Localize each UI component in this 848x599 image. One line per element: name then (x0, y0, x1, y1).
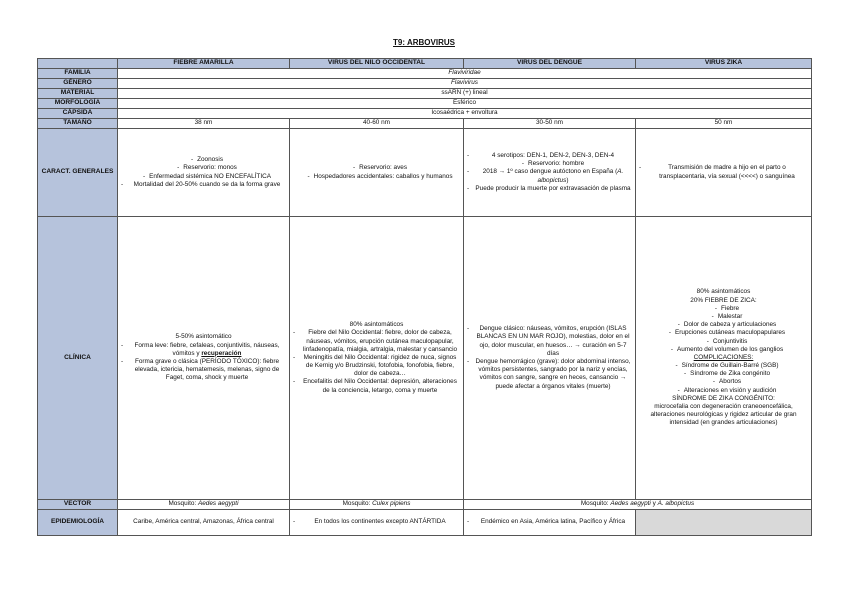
list-item: - Dengue clásico: náuseas, vómitos, erupción (ISLAS BLANCAS EN UN MAR ROJO), molestias, dolor en el ojo, dolor muscular, en huesos… → curación en 5-7 días (467, 325, 632, 358)
rowhead-vector: VECTOR (38, 500, 118, 510)
list-item: - Reservorio: hombre (467, 160, 632, 168)
cell-caract-fa (118, 129, 290, 217)
list-item: - Forma grave o clásica (PERÍODO TÓXICO): fiebre elevada, ictericia, hematemesis, melenas, signo de Faget, coma, shock y muerte (121, 358, 286, 383)
list-item: - Abortos (639, 378, 808, 386)
list-item: - Síndrome de Guillain-Barré (SGB) (639, 362, 808, 370)
list-item: - Reservorio: aves (293, 164, 460, 172)
rowhead-material: MATERIAL (38, 89, 118, 99)
cell-clinica-nilo (290, 217, 464, 500)
zika-asintomaticos: 80% asintomáticos (696, 288, 751, 296)
cell-caract-zika (636, 129, 812, 217)
vector-prefix: Mosquito: (580, 500, 609, 508)
vector-fa-species: Aedes aegypti (197, 500, 239, 508)
list-item: - Síndrome de Zika congénito (639, 370, 808, 378)
list-item: - Reservorio: monos (121, 164, 286, 172)
cell-vector-dengue-zika (464, 500, 812, 510)
header-row (38, 59, 812, 69)
cell-clinica-fa (118, 217, 290, 500)
list-item: - Zoonosis (121, 156, 286, 164)
rowhead-epidemiologia: EPIDEMIOLOGÍA (38, 510, 118, 536)
list-item: - Fiebre del Nilo Occidental: fiebre, dolor de cabeza, náuseas, vómitos, erupción cutánea maculopapular, linfadenopatía, mialgia, artralgia, malestar y cansancio (293, 329, 460, 354)
header-zika: VIRUS ZIKA (636, 59, 812, 69)
list-item: - Dengue hemorrágico (grave): dolor abdominal intenso, vómitos persistentes, sangrado por la nariz y encías, vómitos con sangre, sangre en heces, cansancio → puede afectar a órganos vitales (muerte) (467, 358, 632, 391)
cell-vector-fa (118, 500, 290, 510)
rowhead-genero: GÉNERO (38, 79, 118, 89)
dengue-espana-close: ) (566, 176, 569, 184)
list-item: - Encefalitis del Nilo Occidental: depresión, alteraciones de la conciencia, letargo, coma y muerte (293, 378, 460, 394)
fa-asintomatico: 5-50% asintomático (175, 333, 232, 341)
list-item: - Transmisión de madre a hijo en el parto o transplacentaria, vía sexual (<<<<) o sanguínea (639, 164, 808, 180)
list-item (121, 342, 286, 358)
list-item: - 4 serotipos: DEN-1, DEN-2, DEN-3, DEN-4 (467, 152, 632, 160)
header-empty (38, 59, 118, 69)
row-familia (38, 69, 812, 79)
list-item: - En todos los continentes excepto ANTÁRTIDA (293, 518, 460, 526)
zika-congenito-title: SÍNDROME DE ZIKA CONGÉNITO: (672, 394, 775, 402)
header-fiebre-amarilla: FIEBRE AMARILLA (118, 59, 290, 69)
rowhead-caract: CARACT. GENERALES (38, 129, 118, 217)
row-genero (38, 79, 812, 89)
cell-clinica-zika (636, 217, 812, 500)
list-item: - Dolor de cabeza y articulaciones (639, 321, 808, 329)
row-clinica (38, 217, 812, 500)
page-title: T9: ARBOVIRUS (393, 38, 455, 47)
fa-forma-leve: Forma leve: fiebre, cefaleas, conjuntivitis, náuseas, vómitos y (134, 341, 280, 357)
rowhead-morfologia: MORFOLOGÍA (38, 99, 118, 109)
list-item: - Fiebre (639, 305, 808, 313)
cell-material: ssARN (+) lineal (118, 89, 812, 99)
row-morfologia (38, 99, 812, 109)
cell-epi-dengue (464, 510, 636, 536)
list-item: - Enfermedad sistémica NO ENCEFALÍTICA (121, 173, 286, 181)
dengue-espana-text: 2018 → 1º caso dengue autóctono en España ( (482, 168, 618, 176)
zika-complicaciones-title: COMPLICACIONES: (693, 353, 754, 361)
list-item: - Endémico en Asia, América latina, Pacífico y África (467, 518, 632, 526)
list-item: - Malestar (639, 313, 808, 321)
list-item: - Meningitis del Nilo Occidental: rigidez de nuca, signos de Kernig y/o Brudzinski, fotofobia, fonofobia, fiebre, dolor de cabeza… (293, 354, 460, 379)
rowhead-clinica: CLÍNICA (38, 217, 118, 500)
header-nilo: VIRUS DEL NILO OCCIDENTAL (290, 59, 464, 69)
rowhead-familia: FAMILIA (38, 69, 118, 79)
cell-vector-nilo (290, 500, 464, 510)
row-caract (38, 129, 812, 217)
list-item: - Conjuntivitis (639, 338, 808, 346)
list-item: - Alteraciones en visión y audición (639, 387, 808, 395)
cell-tamano-nilo: 40-60 nm (290, 119, 464, 129)
row-vector (38, 500, 812, 510)
row-epidemiologia (38, 510, 812, 536)
cell-genero: Flavivirus (118, 79, 812, 89)
cell-capsida: Icosaédrica + envoltura (118, 109, 812, 119)
row-tamano (38, 119, 812, 129)
list-item: - Puede producir la muerte por extravasación de plasma (467, 185, 632, 193)
cell-tamano-fa: 38 nm (118, 119, 290, 129)
vector-prefix: Mosquito: (168, 500, 197, 508)
arbovirus-table (37, 58, 812, 536)
rowhead-tamano: TAMAÑO (38, 119, 118, 129)
cell-clinica-dengue (464, 217, 636, 500)
vector-nilo-species: Culex pipiens (372, 500, 411, 508)
list-item: - Aumento del volumen de los ganglios (639, 346, 808, 354)
cell-caract-dengue (464, 129, 636, 217)
header-dengue: VIRUS DEL DENGUE (464, 59, 636, 69)
cell-tamano-dengue: 30-50 nm (464, 119, 636, 129)
row-material (38, 89, 812, 99)
cell-caract-nilo (290, 129, 464, 217)
row-capsida (38, 109, 812, 119)
vector-dz-and: y (650, 500, 658, 508)
vector-prefix: Mosquito: (342, 500, 371, 508)
nilo-asintomaticos: 80% asintomáticos (349, 321, 404, 329)
cell-tamano-zika: 50 nm (636, 119, 812, 129)
zika-fiebre-title: 20% FIEBRE DE ZICA: (690, 296, 757, 304)
cell-epi-fa: Caribe, América central, Amazonas, África central (118, 510, 290, 536)
list-item: - Erupciones cutáneas maculopapulares (639, 329, 808, 337)
vector-dz-species-a: Aedes aegypti (610, 500, 651, 508)
cell-epi-zika (636, 510, 812, 536)
list-item: - Hospedadores accidentales: caballos y humanos (293, 173, 460, 181)
cell-familia: Flaviviridae (118, 69, 812, 79)
list-item: - Mortalidad del 20-50% cuando se da la forma grave (121, 181, 286, 189)
rowhead-capsida: CÁPSIDA (38, 109, 118, 119)
zika-congenito-text: microcefalia con degeneración craneoencefálica, alteraciones neurológicas y rigidez articular de gran intensidad (en grandes articulaciones) (650, 403, 797, 427)
list-item (467, 168, 632, 184)
cell-epi-nilo (290, 510, 464, 536)
dengue-espana-vector: A. albopictus (537, 168, 624, 184)
vector-dz-species-b: A. albopictus (657, 500, 695, 508)
cell-morfologia: Esférico (118, 99, 812, 109)
fa-recuperacion: recuperación (201, 349, 242, 357)
